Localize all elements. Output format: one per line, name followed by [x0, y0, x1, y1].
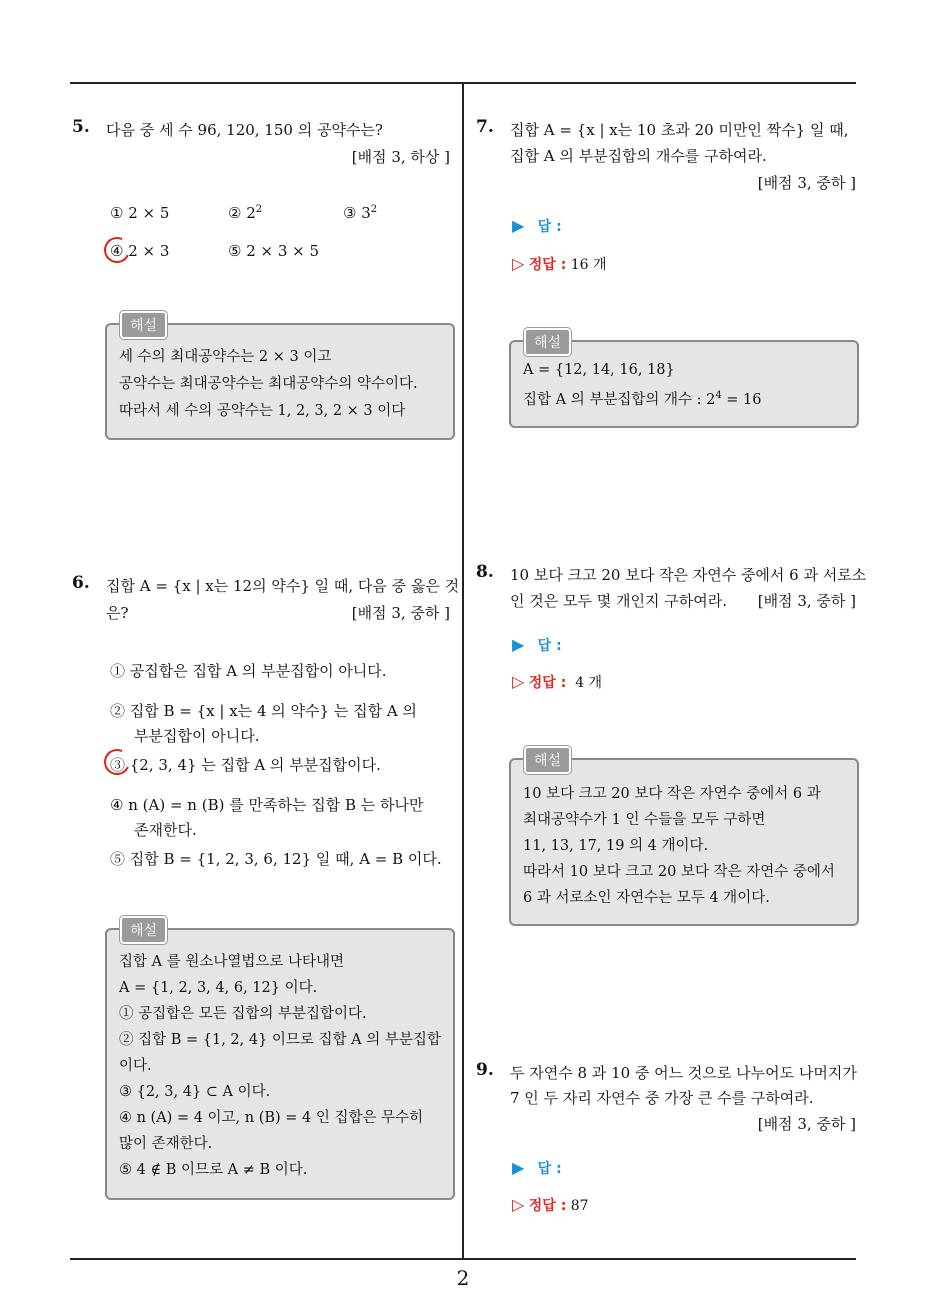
correct-label: 정답 :: [528, 257, 567, 273]
score-label: [배점 3, 중하 ]: [351, 604, 450, 622]
solution-tag: 해설: [120, 311, 167, 339]
question-text: 10 보다 크고 20 보다 작은 자연수 중에서 6 과 서로소: [510, 566, 867, 584]
correct-label: 정답 :: [528, 675, 567, 691]
correct-value: 4 개: [575, 675, 603, 691]
column-divider: [462, 83, 464, 1258]
question-text: 7 인 두 자리 자연수 중 가장 큰 수를 구하여라.: [510, 1089, 814, 1107]
correct-value: 87: [570, 1198, 589, 1214]
solution-line: A = {1, 2, 3, 4, 6, 12} 이다.: [119, 980, 318, 996]
answer-label: 답 :: [537, 219, 562, 235]
option-1[interactable]: ① 2 × 5: [110, 204, 170, 222]
question-text: 다음 중 세 수 96, 120, 150 의 공약수는?: [106, 121, 383, 139]
solution-line: ② 집합 B = {1, 2, 4} 이므로 집합 A 의 부분집합: [119, 1032, 441, 1048]
score-label: [배점 3, 중하 ]: [757, 1115, 856, 1133]
solution-line: ③ {2, 3, 4} ⊂ A 이다.: [119, 1084, 271, 1100]
triangle-outline-icon: ▷: [512, 254, 525, 273]
correct-value: 16 개: [570, 257, 607, 273]
option-4-continued: 존재한다.: [134, 821, 197, 839]
solution-line: ① 공집합은 모든 집합의 부분집합이다.: [119, 1006, 367, 1022]
question-number: 9.: [476, 1060, 494, 1080]
question-text: 인 것은 모두 몇 개인지 구하여라.: [510, 592, 727, 610]
answer-label: 답 :: [537, 1161, 562, 1177]
solution-tag: 해설: [120, 916, 167, 944]
option-4[interactable]: ④ 2 × 3: [110, 242, 170, 260]
option-5[interactable]: ⑤ 2 × 3 × 5: [228, 242, 320, 260]
solution-line: A = {12, 14, 16, 18}: [523, 362, 675, 378]
solution-line: 11, 13, 17, 19 의 4 개이다.: [523, 838, 709, 854]
correct-answer-row: [512, 1195, 589, 1215]
page-number: 2: [456, 1266, 470, 1290]
option-2[interactable]: ② 집합 B = {x | x는 4 의 약수} 는 집합 A 의: [110, 702, 417, 720]
bottom-rule: [70, 1258, 856, 1260]
correct-answer-row: [512, 254, 607, 274]
solution-line: 많이 존재한다.: [119, 1136, 213, 1152]
superscript: 2: [370, 204, 378, 215]
solution-line: 집합 A 를 원소나열법으로 나타내면: [119, 954, 345, 970]
question-number: 8.: [476, 562, 494, 582]
solution-box: [105, 928, 455, 1200]
superscript: 2: [255, 204, 263, 215]
score-label: [배점 3, 중하 ]: [757, 592, 856, 610]
solution-tag: 해설: [524, 746, 571, 774]
score-label: [배점 3, 중하 ]: [757, 174, 856, 192]
option-3[interactable]: ③ {2, 3, 4} 는 집합 A 의 부분집합이다.: [110, 756, 381, 774]
correct-label: 정답 :: [528, 1198, 567, 1214]
question-text: 집합 A 의 부분집합의 개수를 구하여라.: [510, 147, 767, 165]
solution-line: 따라서 10 보다 크고 20 보다 작은 자연수 중에서: [523, 864, 835, 880]
solution-line: 6 과 서로소인 자연수는 모두 4 개이다.: [523, 890, 770, 906]
question-number: 6.: [72, 573, 90, 593]
solution-line: ⑤ 4 ∉ B 이므로 A ≠ B 이다.: [119, 1162, 308, 1178]
option-text: ② 2: [228, 204, 256, 222]
answer-row: [512, 216, 562, 236]
solution-text: 집합 A 의 부분집합의 개수 : 2: [523, 392, 716, 408]
option-5[interactable]: ⑤ 집합 B = {1, 2, 3, 6, 12} 일 때, A = B 이다.: [110, 850, 442, 868]
question-text: 집합 A = {x | x는 10 초과 20 미만인 짝수} 일 때,: [510, 121, 849, 139]
correct-answer-row: [512, 672, 602, 692]
question-text: 은?: [106, 604, 129, 622]
option-2-continued: 부분집합이 아니다.: [134, 727, 260, 745]
answer-circle-mark: [100, 233, 133, 266]
superscript: 4: [715, 390, 722, 402]
option-3[interactable]: [343, 204, 377, 222]
play-icon: ▶: [512, 216, 525, 235]
answer-label: 답 :: [537, 638, 562, 654]
solution-box: [509, 758, 859, 926]
solution-line: 따라서 세 수의 공약수는 1, 2, 3, 2 × 3 이다: [119, 403, 406, 419]
triangle-outline-icon: ▷: [512, 672, 525, 691]
option-4[interactable]: ④ n (A) = n (B) 를 만족하는 집합 B 는 하나만: [110, 796, 424, 814]
question-number: 5.: [72, 117, 90, 137]
question-text: 두 자연수 8 과 10 중 어느 것으로 나누어도 나머지가: [510, 1064, 857, 1082]
solution-line: 세 수의 최대공약수는 2 × 3 이고: [119, 349, 332, 365]
solution-line: ④ n (A) = 4 이고, n (B) = 4 인 집합은 무수히: [119, 1110, 424, 1126]
solution-line: 공약수는 최대공약수는 최대공약수의 약수이다.: [119, 376, 418, 392]
option-text: ③ 3: [343, 204, 371, 222]
play-icon: ▶: [512, 1158, 525, 1177]
solution-line: 10 보다 크고 20 보다 작은 자연수 중에서 6 과: [523, 786, 821, 802]
option-1[interactable]: ① 공집합은 집합 A 의 부분집합이 아니다.: [110, 662, 387, 680]
option-2[interactable]: [228, 204, 262, 222]
question-number: 7.: [476, 117, 494, 137]
solution-line: 이다.: [119, 1058, 152, 1074]
triangle-outline-icon: ▷: [512, 1195, 525, 1214]
solution-box: [105, 323, 455, 440]
solution-line: [523, 388, 762, 409]
answer-row: [512, 1158, 562, 1178]
play-icon: ▶: [512, 635, 525, 654]
score-label: [배점 3, 하상 ]: [351, 148, 450, 166]
question-text: 집합 A = {x | x는 12의 약수} 일 때, 다음 중 옳은 것: [106, 577, 460, 595]
solution-line: 최대공약수가 1 인 수들을 모두 구하면: [523, 812, 766, 828]
solution-text: = 16: [721, 392, 762, 408]
answer-row: [512, 635, 562, 655]
solution-tag: 해설: [524, 328, 571, 356]
